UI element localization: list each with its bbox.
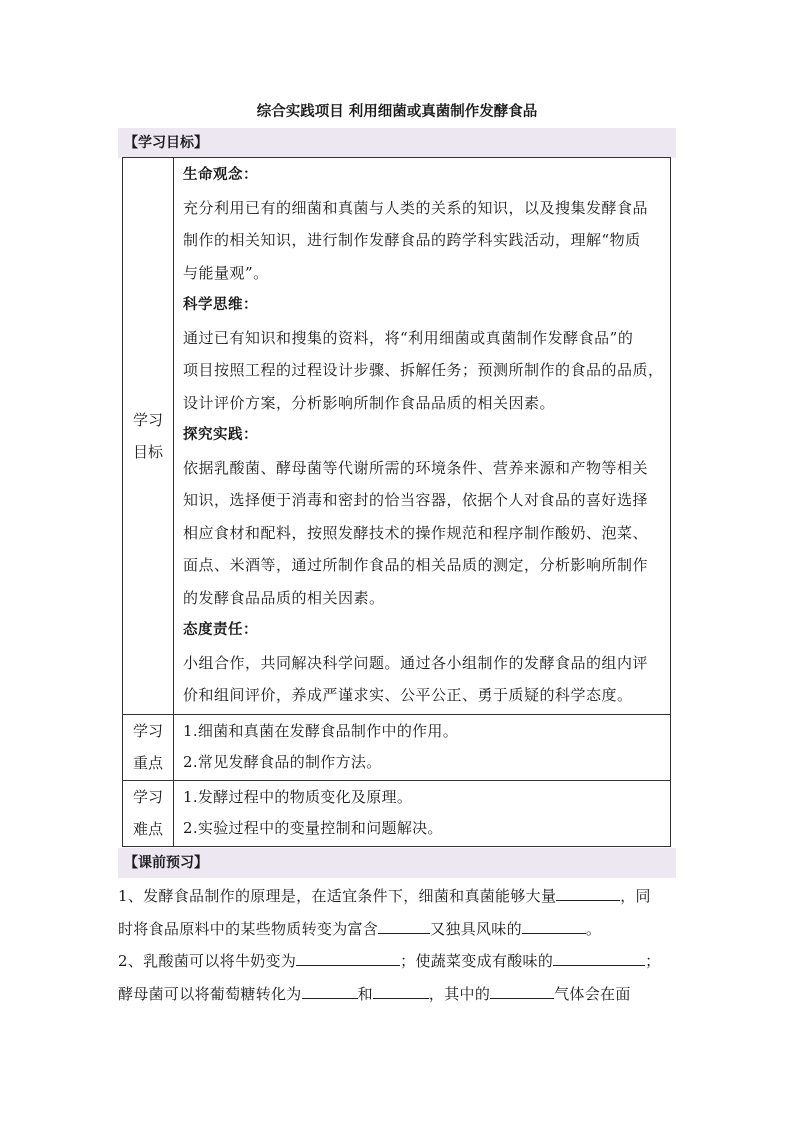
answer-blank[interactable] <box>373 980 429 999</box>
table-row <box>123 780 671 846</box>
row-label-difficulties: 学习 难点 <box>123 780 174 846</box>
answer-blank[interactable] <box>553 947 645 966</box>
list-item: 2.常见发酵食品的制作方法。 <box>183 752 382 771</box>
table-row <box>123 714 671 780</box>
goal-block-life-concept: 生命观念： 充分利用已有的细菌和真菌与人类的关系的知识，以及搜集发酵食品 制作的相关知识，进行制作发酵食品的跨学科实践活动，理解“物质 与能量观”。 <box>183 167 649 282</box>
preview-questions <box>118 880 678 1010</box>
goal-block-inquiry-practice: 探究实践： 依据乳酸菌、酵母菌等代谢所需的环境条件、营养来源和产物等相关 知识，选择便于消毒和密封的恰当容器，依据个人对食品的喜好选择 相应食材和配料，按照发酵技术的操作规范和程序制作酸奶、泡菜、 面点、米酒等，通过所制作食品的相关品质的测定，分析影响所制作 的发酵食品品质的相关因素。 <box>183 427 649 607</box>
list-item: 1.发酵过程中的物质变化及原理。 <box>183 787 413 806</box>
goal-block-attitude: 态度责任： 小组合作，共同解决科学问题。通过各小组制作的发酵食品的组内评 价和组间评价，养成严谨求实、公平公正、勇于质疑的科学态度。 <box>183 622 649 704</box>
question-2: 2、乳酸菌可以将牛奶变为 ；使蔬菜变成有酸味的 ； <box>118 945 678 978</box>
row-label-key-points: 学习 重点 <box>123 714 174 780</box>
list-item: 2.实验过程中的变量控制和问题解决。 <box>183 818 443 837</box>
table-row <box>123 158 671 715</box>
section-header-goals: 【学习目标】 <box>118 128 676 158</box>
answer-blank[interactable] <box>522 915 586 934</box>
learning-goals-table <box>122 157 671 847</box>
question-1-cont: 时将食品原料中的某些物质转变为富含 又独具风味的 。 <box>118 913 678 946</box>
difficulties-content <box>174 780 671 846</box>
answer-blank[interactable] <box>378 915 430 934</box>
answer-blank[interactable] <box>302 980 358 999</box>
list-item: 1.细菌和真菌在发酵食品制作中的作用。 <box>183 721 459 740</box>
document-title: 综合实践项目 利用细菌或真菌制作发酵食品 <box>256 103 538 120</box>
answer-blank[interactable] <box>296 947 400 966</box>
section-header-preview: 【课前预习】 <box>118 848 676 878</box>
question-2-cont: 酵母菌可以将葡萄糖转化为 和 ，其中的 气体会在面 <box>118 978 678 1011</box>
row-label-goals: 学习 目标 <box>123 158 174 715</box>
goal-block-scientific-thinking: 科学思维： 通过已有知识和搜集的资料，将“利用细菌或真菌制作发酵食品”的 项目按照工程的过程设计步骤、拆解任务；预测所制作的食品的品质， 设计评价方案，分析影响所制作食品品质的相关因素。 <box>183 297 664 412</box>
goals-content <box>174 158 671 715</box>
question-1: 1、发酵食品制作的原理是，在适宜条件下，细菌和真菌能够大量 ，同 <box>118 880 678 913</box>
key-points-content <box>174 714 671 780</box>
answer-blank[interactable] <box>490 980 554 999</box>
answer-blank[interactable] <box>556 882 620 901</box>
